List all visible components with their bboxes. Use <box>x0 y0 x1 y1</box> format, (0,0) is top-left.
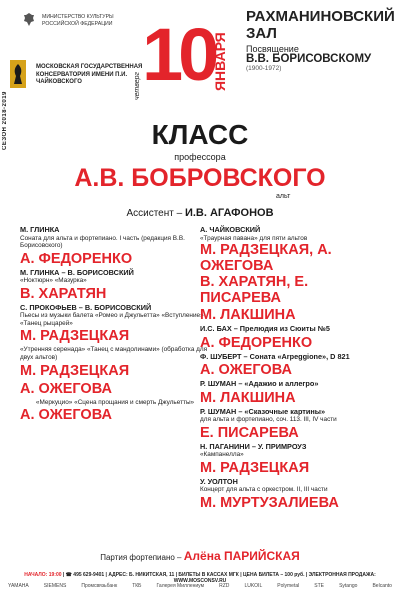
composer: Р. ШУМАН – «Сказочные картины» <box>200 406 326 416</box>
instrument-label: альт <box>276 193 291 200</box>
date-month: ЯНВАРЯ <box>212 32 228 92</box>
performer: М. РАДЗЕЦКАЯ <box>200 459 310 476</box>
composer: Р. ШУМАН – «Адажио и аллегро» <box>200 379 319 389</box>
sponsor-logo: Polymetal <box>277 583 300 589</box>
ministry-text: МИНИСТЕРСТВО КУЛЬТУРЫ РОССИЙСКОЙ ФЕДЕРАЦИИ <box>42 14 114 27</box>
dedication-years: (1900-1972) <box>246 65 282 72</box>
performer: М. РАДЗЕЦКАЯ, А. ОЖЕГОВА <box>200 242 332 275</box>
professor-label: профессора <box>174 152 226 162</box>
sponsor-logo: Sytango <box>339 583 358 589</box>
program-item <box>200 443 390 476</box>
piano-label: Партия фортепиано – <box>100 553 182 562</box>
dedication-name: В.В. БОРИСОВСКОМУ <box>246 53 372 65</box>
info-details: | ☎ 495 629-9401 | АДРЕС: Б. НИКИТСКАЯ, 11 | БИЛЕТЫ В КАССАХ МГК | ЦЕНА БИЛЕТА – 100 руб. | ЭЛЕКТРОННАЯ ПРОДАЖА: WWW.MOSCONSV.RU <box>61 572 376 584</box>
program-item <box>20 226 210 267</box>
work: «Кампанелла» <box>200 451 244 459</box>
date-weekday: четверг <box>134 71 141 100</box>
program-item <box>200 226 390 323</box>
composer: И.С. БАХ – Прелюдия из Сюиты №5 <box>200 324 330 334</box>
program-item <box>20 269 210 302</box>
professor-name: А.В. БОБРОВСКОГО <box>74 164 326 192</box>
work: для альта и фортепиано, соч. 113. III, IV части <box>200 416 337 424</box>
ministry-crest-icon <box>21 12 37 28</box>
assistant-name: И.В. АГАФОНОВ <box>184 207 274 219</box>
sponsor-logo: Галерея Миллениум <box>156 583 205 589</box>
conservatory-text: МОСКОВСКАЯ ГОСУДАРСТВЕННАЯ КОНСЕРВАТОРИЯ ИМЕНИ П.И. ЧАЙКОВСКОГО <box>36 64 143 86</box>
composer: М. ГЛИНКА <box>20 225 60 234</box>
performer: М. ЛАКШИНА <box>200 389 296 406</box>
conservatory-block <box>22 64 152 87</box>
performer: М. ЛАКШИНА <box>200 307 296 324</box>
composer: Н. ПАГАНИНИ – У. ПРИМРОУЗ <box>200 441 307 451</box>
sponsor-logo: RZD <box>219 583 230 589</box>
performer: М. МУРТУЗАЛИЕВА <box>200 494 339 511</box>
season-label: СЕЗОН 2018-2019 <box>2 91 8 150</box>
sponsor-logo: YAMAHA <box>8 583 29 589</box>
piano-name: Алёна ПАРИЙСКАЯ <box>183 549 300 563</box>
start-time: НАЧАЛО: 19:00 <box>24 572 62 578</box>
program-item <box>200 353 390 379</box>
sponsor-logo: SIEMENS <box>43 583 67 589</box>
performer: А. ФЕДОРЕНКО <box>200 334 313 351</box>
performer: А. ОЖЕГОВА <box>20 407 112 424</box>
assistant-label: Ассистент – <box>126 208 183 219</box>
composer: М. ГЛИНКА – В. БОРИСОВСКИЙ <box>20 267 134 277</box>
work: Концерт для альта с оркестром. II, III части <box>200 486 328 494</box>
program-item <box>20 346 210 378</box>
work: «Меркуцио» «Сцена прощания и смерть Джульетты» <box>35 398 195 406</box>
assistant-line <box>0 207 400 219</box>
program-item <box>200 325 390 351</box>
date-day: 10 <box>142 13 215 96</box>
class-title: КЛАСС <box>151 119 249 150</box>
program-item <box>20 381 210 397</box>
program-item <box>200 408 390 441</box>
dedication <box>246 44 396 74</box>
composer: У. УОЛТОН <box>200 476 238 486</box>
work: «Утренняя серенада» «Танец с мандолинами» (обработка для двух альтов) <box>20 346 208 362</box>
sponsor-logo: LUKOIL <box>244 583 263 589</box>
sponsor-logo: ТКБ <box>132 583 142 589</box>
performer: В. ХАРАТЯН, Е. ПИСАРЕВА <box>200 274 309 307</box>
work: «Ноктюрн» «Мазурка» <box>20 277 87 285</box>
sponsor-logo: Промсвязьбанк <box>81 583 118 589</box>
ministry-block <box>22 14 142 27</box>
program-left-column <box>20 226 210 425</box>
piano-line <box>0 549 400 563</box>
performer: Е. ПИСАРЕВА <box>200 424 299 441</box>
conservatory-logo-icon <box>8 60 28 88</box>
composer: А. ЧАЙКОВСКИЙ <box>200 225 261 234</box>
sponsor-logo: STE <box>314 583 325 589</box>
sponsor-logos <box>8 583 392 589</box>
program-right-column <box>200 226 390 513</box>
hall-name: РАХМАНИНОВСКИЙ ЗАЛ <box>246 8 395 42</box>
composer: С. ПРОКОФЬЕВ – В. БОРИСОВСКИЙ <box>20 302 152 312</box>
program-item <box>20 304 210 345</box>
dedication-prefix: Посвящение <box>246 44 299 54</box>
composer: Ф. ШУБЕРТ – Соната «Arpeggione», D 821 <box>200 351 350 361</box>
performer: В. ХАРАТЯН <box>20 285 107 302</box>
performer: А. ОЖЕГОВА <box>20 380 112 397</box>
performer: М. РАДЗЕЦКАЯ <box>20 362 130 379</box>
program-item <box>20 399 210 424</box>
performer: А. ОЖЕГОВА <box>200 362 292 379</box>
work: Пьесы из музыки балета «Ромео и Джульетта» «Вступление» «Танец рыцарей» <box>20 312 204 327</box>
work: «Траурная павана» для пяти альтов <box>200 234 308 242</box>
performer: М. РАДЗЕЦКАЯ <box>20 328 130 345</box>
performer: А. ФЕДОРЕНКО <box>20 250 133 267</box>
sponsor-logo: Belcanto <box>372 583 392 589</box>
program-item <box>200 478 390 511</box>
work: Соната для альта и фортепиано. I часть (редакция В.В. Борисовского) <box>20 234 185 250</box>
program-item <box>200 380 390 406</box>
